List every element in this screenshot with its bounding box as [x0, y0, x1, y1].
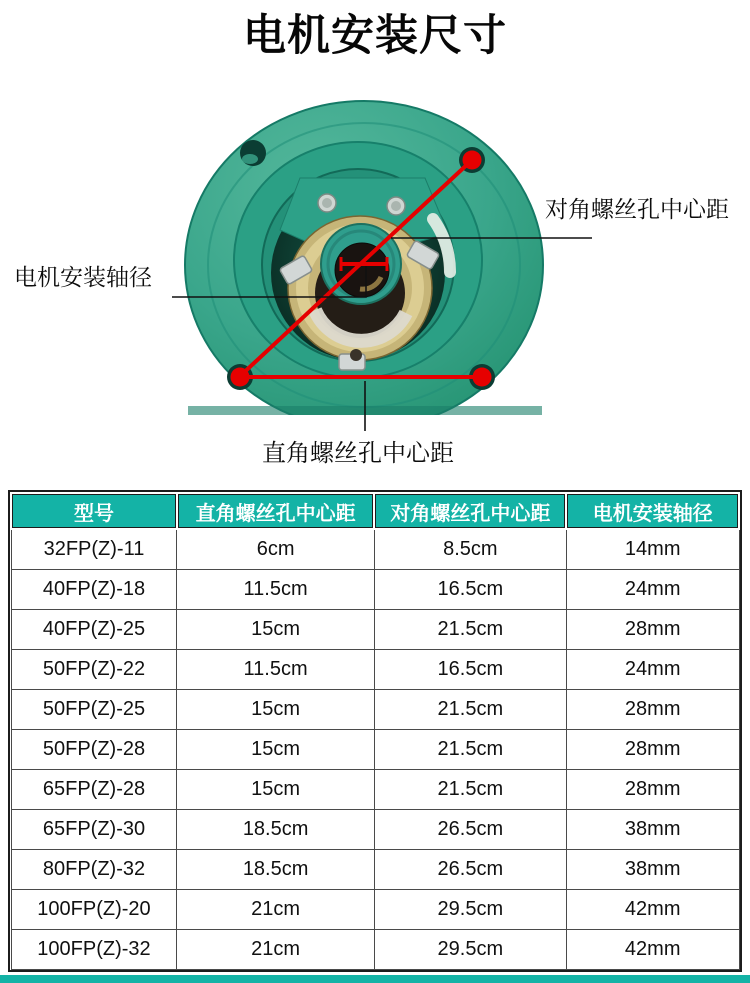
cell-diagonal: 21.5cm	[374, 610, 566, 650]
cell-shaft: 28mm	[566, 610, 739, 650]
table-row	[11, 529, 739, 570]
cell-model: 50FP(Z)-28	[11, 730, 177, 770]
cell-diagonal: 16.5cm	[374, 570, 566, 610]
cell-right-angle: 11.5cm	[177, 650, 374, 690]
cell-shaft: 14mm	[566, 529, 739, 570]
table-row	[11, 570, 739, 610]
cell-diagonal: 29.5cm	[374, 890, 566, 930]
cell-right-angle: 15cm	[177, 730, 374, 770]
cell-right-angle: 15cm	[177, 690, 374, 730]
red-dot-top-right	[463, 151, 482, 170]
flange-figure	[0, 75, 750, 477]
table-row	[11, 810, 739, 850]
cell-right-angle: 6cm	[177, 529, 374, 570]
cell-diagonal: 21.5cm	[374, 730, 566, 770]
cell-diagonal: 21.5cm	[374, 770, 566, 810]
cell-model: 40FP(Z)-18	[11, 570, 177, 610]
cell-right-angle: 15cm	[177, 610, 374, 650]
cell-shaft: 28mm	[566, 770, 739, 810]
red-dot-bottom-left	[231, 368, 250, 387]
spec-table	[8, 490, 742, 972]
cell-diagonal: 26.5cm	[374, 850, 566, 890]
cell-diagonal: 26.5cm	[374, 810, 566, 850]
label-diagonal-distance: 对角螺丝孔中心距	[545, 196, 729, 222]
page-title: 电机安装尺寸	[243, 12, 507, 60]
cell-shaft: 24mm	[566, 650, 739, 690]
cell-right-angle: 18.5cm	[177, 850, 374, 890]
header-cell-diagonal: 对角螺丝孔中心距	[374, 493, 566, 529]
label-shaft-diameter: 电机安装轴径	[14, 264, 152, 290]
cell-diagonal: 21.5cm	[374, 690, 566, 730]
cell-model: 65FP(Z)-30	[11, 810, 177, 850]
bottom-accent-bar	[0, 975, 750, 983]
header-cell-right-angle: 直角螺丝孔中心距	[177, 493, 374, 529]
red-dot-bottom-right	[473, 368, 492, 387]
cell-model: 50FP(Z)-25	[11, 690, 177, 730]
cell-shaft: 28mm	[566, 690, 739, 730]
cell-shaft: 38mm	[566, 810, 739, 850]
label-right-angle-distance: 直角螺丝孔中心距	[262, 440, 454, 467]
cell-shaft: 42mm	[566, 930, 739, 970]
table-row	[11, 930, 739, 970]
cell-diagonal: 16.5cm	[374, 650, 566, 690]
header-cell-shaft: 电机安装轴径	[566, 493, 739, 529]
cell-right-angle: 18.5cm	[177, 810, 374, 850]
cell-shaft: 42mm	[566, 890, 739, 930]
table-row	[11, 850, 739, 890]
cell-shaft: 38mm	[566, 850, 739, 890]
table-row	[11, 610, 739, 650]
cell-diagonal: 29.5cm	[374, 930, 566, 970]
cell-shaft: 24mm	[566, 570, 739, 610]
cell-right-angle: 11.5cm	[177, 570, 374, 610]
table-row	[11, 730, 739, 770]
cell-model: 80FP(Z)-32	[11, 850, 177, 890]
cell-right-angle: 21cm	[177, 890, 374, 930]
header-cell-model: 型号	[11, 493, 177, 529]
cell-right-angle: 15cm	[177, 770, 374, 810]
table-header-row	[11, 493, 739, 529]
cell-model: 40FP(Z)-25	[11, 610, 177, 650]
table-row	[11, 690, 739, 730]
table-row	[11, 890, 739, 930]
cell-model: 65FP(Z)-28	[11, 770, 177, 810]
cell-model: 50FP(Z)-22	[11, 650, 177, 690]
table-row	[11, 650, 739, 690]
cell-diagonal: 8.5cm	[374, 529, 566, 570]
cell-model: 100FP(Z)-20	[11, 890, 177, 930]
cell-model: 100FP(Z)-32	[11, 930, 177, 970]
cell-shaft: 28mm	[566, 730, 739, 770]
cell-model: 32FP(Z)-11	[11, 529, 177, 570]
cell-right-angle: 21cm	[177, 930, 374, 970]
table-row	[11, 770, 739, 810]
